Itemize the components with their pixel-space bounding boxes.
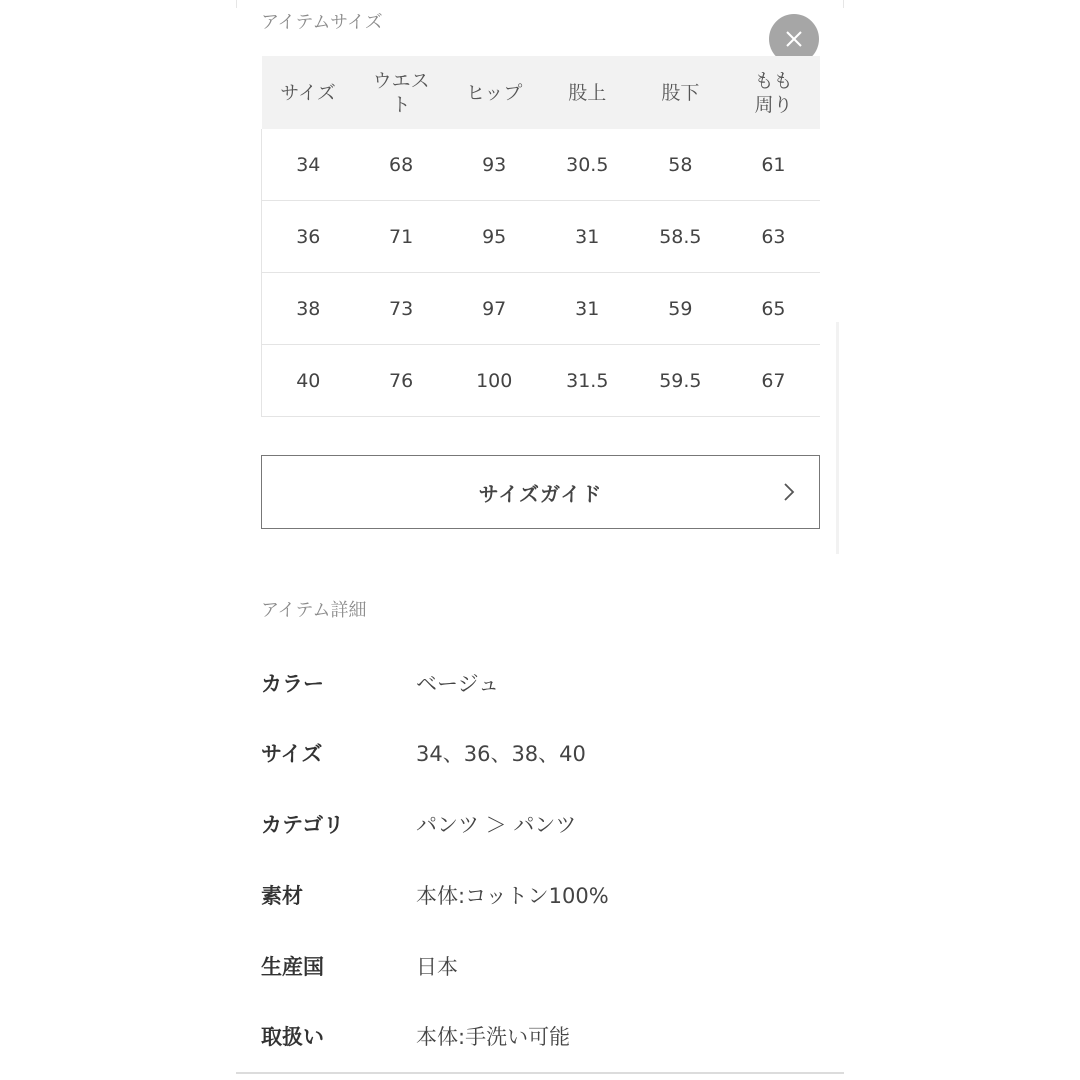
- size-guide-label: サイズガイド: [478, 481, 603, 506]
- col-header-thigh: [727, 56, 820, 129]
- col-header-thigh-text: もも: [754, 69, 793, 92]
- item-detail-heading: アイテム詳細: [261, 600, 367, 621]
- size-guide-button[interactable]: [261, 455, 820, 529]
- table-cell: 76: [355, 345, 448, 417]
- table-cell: 59.5: [634, 345, 727, 417]
- table-cell: 68: [355, 129, 448, 201]
- table-cell: 97: [448, 273, 541, 345]
- table-cell: 36: [262, 201, 355, 273]
- table-cell: 93: [448, 129, 541, 201]
- detail-label: カラー: [261, 672, 324, 696]
- table-cell: 34: [262, 129, 355, 201]
- detail-row-color: [261, 668, 821, 698]
- detail-row-category: [261, 809, 821, 839]
- detail-value: ベージュ: [416, 672, 500, 696]
- detail-row-size: [261, 738, 821, 768]
- table-cell: 31: [541, 201, 634, 273]
- table-row: [262, 345, 821, 417]
- table-cell: 59: [634, 273, 727, 345]
- table-cell: 63: [727, 201, 820, 273]
- table-cell: 67: [727, 345, 820, 417]
- detail-value: 34、36、38、40: [416, 742, 586, 766]
- scrollbar-track[interactable]: [836, 322, 839, 554]
- chevron-right-icon: [783, 482, 795, 502]
- col-header-hip-text: ヒップ: [465, 81, 523, 104]
- table-cell: 65: [727, 273, 820, 345]
- detail-label: 素材: [261, 884, 303, 908]
- table-cell: 73: [355, 273, 448, 345]
- table-cell: 38: [262, 273, 355, 345]
- detail-value: 本体:手洗い可能: [416, 1025, 571, 1049]
- table-cell: 31: [541, 273, 634, 345]
- col-header-waist: [355, 56, 448, 129]
- col-header-rise-text: 股上: [568, 81, 607, 104]
- detail-label: 取扱い: [261, 1025, 324, 1049]
- detail-value: 本体:コットン100%: [416, 884, 609, 908]
- panel-edge-left: [236, 0, 237, 8]
- detail-value: 日本: [416, 955, 458, 979]
- col-header-size: [262, 56, 355, 129]
- col-header-waist-text-2: ト: [391, 93, 411, 116]
- table-cell: 100: [448, 345, 541, 417]
- col-header-inseam: [634, 56, 727, 129]
- detail-label: 生産国: [261, 955, 324, 979]
- col-header-waist-text: ウエス: [372, 69, 430, 92]
- bottom-divider: [236, 1072, 844, 1074]
- table-cell: 58: [634, 129, 727, 201]
- table-row: [262, 273, 821, 345]
- col-header-inseam-text: 股下: [661, 81, 700, 104]
- size-table-header-row: [262, 56, 821, 129]
- table-cell: 71: [355, 201, 448, 273]
- detail-row-care: [261, 1021, 821, 1051]
- close-icon: [785, 30, 803, 48]
- detail-value: パンツ ＞ パンツ: [416, 813, 577, 837]
- size-table: [261, 56, 820, 417]
- table-cell: 30.5: [541, 129, 634, 201]
- col-header-hip: [448, 56, 541, 129]
- table-cell: 40: [262, 345, 355, 417]
- table-cell: 95: [448, 201, 541, 273]
- col-header-thigh-text-2: 周り: [754, 93, 793, 116]
- table-row: [262, 201, 821, 273]
- table-row: [262, 129, 821, 201]
- table-cell: 58.5: [634, 201, 727, 273]
- detail-label: カテゴリ: [261, 813, 345, 837]
- detail-label: サイズ: [261, 742, 323, 766]
- col-header-size-text: サイズ: [280, 81, 336, 104]
- panel-edge-right: [843, 0, 844, 8]
- item-size-heading: アイテムサイズ: [261, 12, 383, 33]
- table-cell: 61: [727, 129, 820, 201]
- table-cell: 31.5: [541, 345, 634, 417]
- col-header-rise: [541, 56, 634, 129]
- detail-row-material: [261, 880, 821, 910]
- detail-row-origin: [261, 951, 821, 981]
